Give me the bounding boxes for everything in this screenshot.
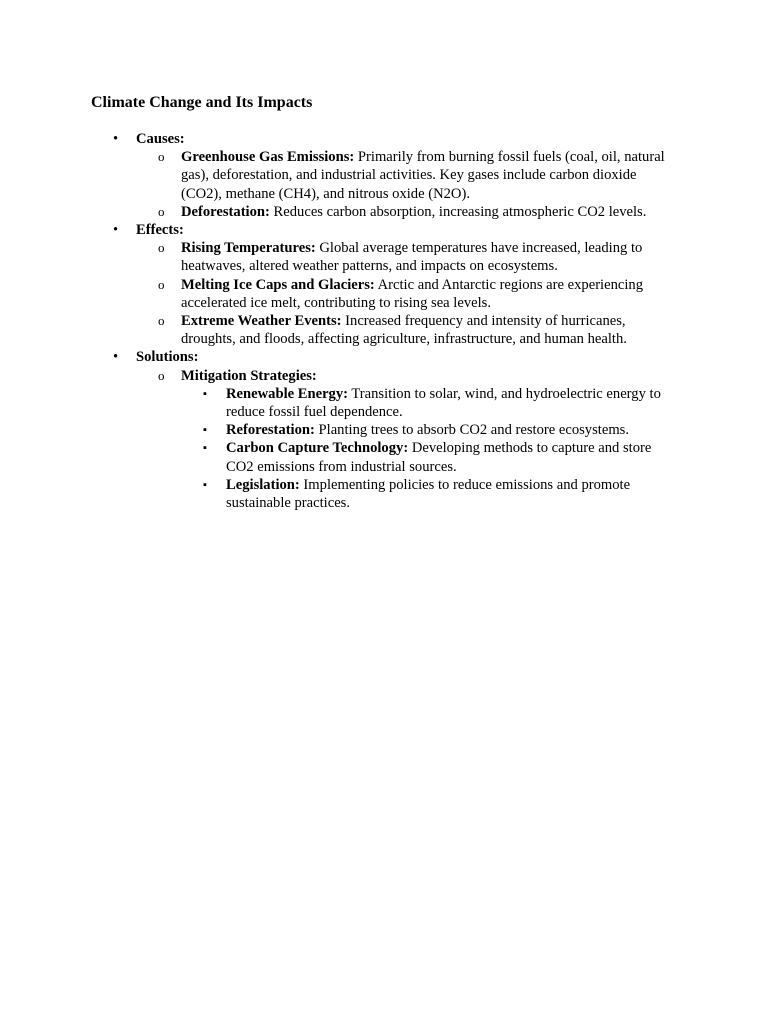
bullet-marker: •	[113, 349, 119, 366]
item-text: Reduces carbon absorption, increasing atmospheric CO2 levels.	[269, 203, 647, 220]
section-effects	[0, 221, 676, 239]
section-heading: Solutions:	[136, 349, 199, 366]
list-item	[0, 203, 681, 221]
item-term: Carbon Capture Technology:	[226, 440, 409, 457]
section-heading: Causes:	[136, 131, 185, 147]
item-text: Primarily from burning fossil fuels (coal, oil, natural gas), deforestation, and industrial activities. Key gases include carbon dioxide (CO2), methane (CH4), and nitrous oxide (N2O).	[181, 149, 665, 202]
item-term: Deforestation:	[181, 203, 270, 220]
sub-list-item	[0, 476, 681, 512]
section-causes	[0, 130, 676, 148]
bullet-marker: o	[158, 367, 165, 383]
bullet-marker: o	[158, 313, 165, 329]
bullet-marker: ▪	[203, 387, 207, 400]
sub-list-item	[0, 421, 681, 439]
item-term: Mitigation Strategies:	[181, 367, 317, 384]
sub-list-item	[0, 385, 681, 421]
item-term: Greenhouse Gas Emissions:	[181, 149, 355, 166]
bullet-marker: •	[113, 131, 119, 147]
bullet-marker: o	[158, 276, 165, 292]
item-term: Renewable Energy:	[226, 385, 349, 402]
section-heading: Effects:	[136, 222, 184, 239]
item-text: Arctic and Antarctic regions are experiencing accelerated ice melt, contributing to rising sea levels.	[181, 276, 644, 311]
item-term: Legislation:	[226, 476, 300, 493]
list-item	[0, 239, 681, 275]
bullet-marker: ▪	[203, 478, 207, 491]
bullet-marker: •	[113, 222, 119, 239]
item-term: Rising Temperatures:	[181, 240, 316, 257]
item-term: Extreme Weather Events:	[181, 313, 342, 330]
bullet-marker: o	[158, 203, 165, 219]
item-term: Reforestation:	[226, 422, 315, 439]
list-item	[0, 312, 681, 348]
item-term: Melting Ice Caps and Glaciers:	[181, 276, 375, 293]
item-text: Implementing policies to reduce emissions and promote sustainable practices.	[226, 476, 631, 512]
sub-list-item	[0, 439, 681, 475]
page-title: Climate Change and Its Impacts	[91, 94, 313, 111]
item-text: Transition to solar, wind, and hydroelectric energy to reduce fossil fuel dependence.	[226, 385, 661, 421]
bullet-marker: o	[158, 149, 165, 165]
bullet-marker: ▪	[203, 424, 207, 437]
section-solutions	[0, 348, 676, 366]
item-text: Planting trees to absorb CO2 and restore ecosystems.	[314, 422, 629, 439]
document-body	[0, 130, 768, 512]
item-text: Global average temperatures have increased, leading to heatwaves, altered weather patterns, and impacts on ecosystems.	[181, 240, 643, 275]
item-text: Developing methods to capture and store CO2 emissions from industrial sources.	[226, 440, 652, 475]
list-item	[0, 148, 681, 203]
item-text: Increased frequency and intensity of hurricanes, droughts, and floods, affecting agriculture, infrastructure, and human health.	[181, 313, 627, 348]
bullet-marker: o	[158, 240, 165, 256]
list-item	[0, 276, 681, 312]
bullet-marker: ▪	[203, 442, 207, 455]
list-item	[0, 367, 681, 385]
